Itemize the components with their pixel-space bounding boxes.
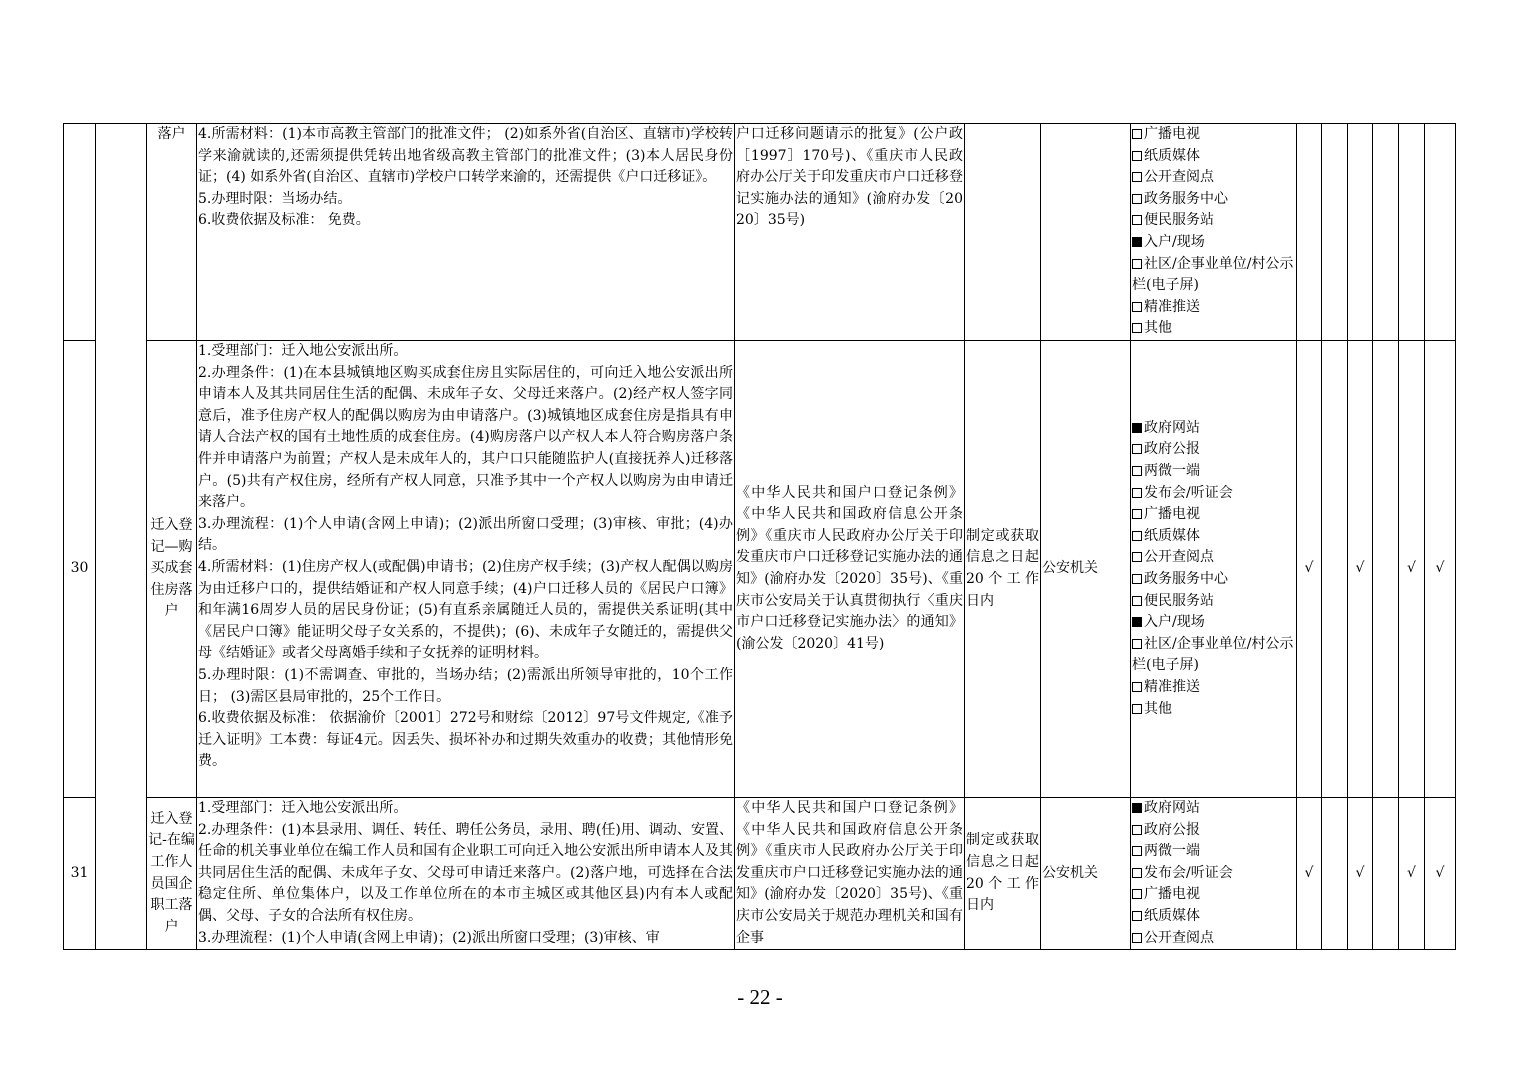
checked-box-icon xyxy=(1132,803,1142,813)
unchecked-box-icon xyxy=(1132,466,1142,476)
time-limit-cell: 制定或获取信息之日起20个工作日内 xyxy=(965,798,1041,950)
channel-label: 纸质媒体 xyxy=(1144,527,1200,544)
channel-option xyxy=(1132,863,1295,885)
channel-label: 其他 xyxy=(1144,320,1172,337)
unchecked-box-icon xyxy=(1132,552,1142,562)
channel-option xyxy=(1132,210,1295,232)
channel-option xyxy=(1132,504,1295,526)
subject-cell: 公安机关 xyxy=(1041,341,1131,798)
unchecked-box-icon xyxy=(1132,825,1142,835)
channel-option xyxy=(1132,820,1295,842)
checked-box-icon xyxy=(1132,617,1142,627)
channels-cell xyxy=(1131,124,1297,341)
channel-option xyxy=(1132,798,1295,820)
check-mark-cell xyxy=(1322,124,1348,341)
subject-cell: 公安机关 xyxy=(1041,798,1131,950)
unchecked-box-icon xyxy=(1132,868,1142,878)
channel-option xyxy=(1132,418,1295,440)
channel-label: 纸质媒体 xyxy=(1144,147,1200,164)
channel-option xyxy=(1132,526,1295,548)
unchecked-box-icon xyxy=(1132,172,1142,182)
content-cell xyxy=(197,124,735,341)
channel-label: 政务服务中心 xyxy=(1144,190,1228,207)
channel-label: 发布会/听证会 xyxy=(1144,484,1233,501)
channel-option xyxy=(1132,906,1295,928)
channel-label: 精准推送 xyxy=(1144,298,1200,315)
check-mark-cell xyxy=(1373,341,1399,798)
channel-label: 公开查阅点 xyxy=(1144,169,1214,186)
unchecked-box-icon xyxy=(1132,911,1142,921)
channel-label: 政府网站 xyxy=(1144,800,1200,816)
channel-option xyxy=(1132,189,1295,211)
unchecked-box-icon xyxy=(1132,531,1142,541)
channel-label: 精准推送 xyxy=(1144,678,1200,695)
unchecked-box-icon xyxy=(1132,889,1142,899)
page-number: - 22 - xyxy=(737,985,783,1009)
content-cell xyxy=(197,341,735,798)
unchecked-box-icon xyxy=(1132,509,1142,519)
channel-label: 政府公报 xyxy=(1144,821,1200,838)
channel-option xyxy=(1132,254,1295,297)
channel-option xyxy=(1132,591,1295,613)
row-number-cell: 31 xyxy=(64,798,96,950)
row-number-cell: 30 xyxy=(64,341,96,798)
content-cell xyxy=(197,798,735,950)
unchecked-box-icon xyxy=(1132,682,1142,692)
channel-option xyxy=(1132,677,1295,699)
channel-label: 便民服务站 xyxy=(1144,592,1214,609)
content-line: 1.受理部门：迁入地公安派出所。 xyxy=(198,800,408,816)
check-mark-cell: √ xyxy=(1399,341,1425,798)
unchecked-box-icon xyxy=(1132,194,1142,204)
channel-option xyxy=(1132,884,1295,906)
channel-option xyxy=(1132,124,1295,146)
basis-cell: 户口迁移问题请示的批复》(公户政［1997］170号)、《重庆市人民政府办公厅关于印发重庆市户口迁移登记实施办法的通知》(渝府办发〔2020〕35号) xyxy=(735,124,965,341)
channel-option xyxy=(1132,699,1295,721)
channel-option xyxy=(1132,297,1295,319)
channel-option xyxy=(1132,167,1295,189)
check-mark-cell xyxy=(1399,124,1425,341)
channel-label: 公开查阅点 xyxy=(1144,929,1214,946)
check-mark-cell xyxy=(1425,124,1456,341)
channel-label: 政务服务中心 xyxy=(1144,571,1228,587)
unchecked-box-icon xyxy=(1132,215,1142,225)
content-line: 2.办理条件：(1)在本县城镇地区购买成套住房且实际居住的，可向迁入地公安派出所申请本人及其共同居住生活的配偶、未成年子女、父母迁来落户。(2)经产权人签字同意后，准予住房产权人的配偶以购房为由申请落户。(3)城镇地区成套住房是指具有申请人合法产权的国有土地性质的成套住房。(4)购房落户以产权人本人符合购房落户条件并申请落户为前置；产权人是未成年人的，其户口只能随监护人(直接抚养人)迁移落户。(5)共有产权住房，经所有产权人同意，只准予其中一个产权人以购房为由申请迁来落户。 xyxy=(198,364,733,511)
content-line: 1.受理部门：迁入地公安派出所。 xyxy=(198,343,408,359)
content-line: 6.收费依据及标准： 依据渝价〔2001〕272号和财综〔2012〕97号文件规定,《准予迁入证明》工本费：每证4元。因丢失、损坏补办和过期失效重办的收费；其他情形免费。 xyxy=(198,710,733,770)
channel-label: 广播电视 xyxy=(1144,506,1200,523)
channel-option xyxy=(1132,547,1295,569)
channel-option xyxy=(1132,318,1295,340)
channel-option xyxy=(1132,461,1295,483)
basis-cell: 《中华人民共和国户口登记条例》《中华人民共和国政府信息公开条例》《重庆市人民政府办公厅关于印发重庆市户口迁移登记实施办法的通知》(渝府办发〔2020〕35号)、《重庆市公安局关于规范办理机关和国有企事 xyxy=(735,798,965,950)
content-line: 3.办理流程：(1)个人申请(含网上申请)；(2)派出所窗口受理；(3)审核、审 xyxy=(198,929,660,946)
unchecked-box-icon xyxy=(1132,444,1142,454)
channel-label: 广播电视 xyxy=(1144,126,1200,142)
check-mark-cell: √ xyxy=(1297,341,1322,798)
channel-label: 政府网站 xyxy=(1144,419,1200,436)
check-mark-cell xyxy=(1373,124,1399,341)
item-name-cell: 迁入登记—购买成套住房落户 xyxy=(147,341,197,798)
category-cell xyxy=(96,124,147,950)
disclosure-table xyxy=(63,123,1456,950)
channel-option xyxy=(1132,928,1295,950)
content-line: 3.办理流程：(1)个人申请(含网上申请)；(2)派出所窗口受理；(3)审核、审批；(4)办结。 xyxy=(198,515,733,554)
channel-option xyxy=(1132,146,1295,168)
channel-option xyxy=(1132,569,1295,591)
channels-cell xyxy=(1131,341,1297,798)
unchecked-box-icon xyxy=(1132,488,1142,498)
channel-label: 两微一端 xyxy=(1144,463,1200,480)
table-row xyxy=(64,341,1456,798)
subject-cell xyxy=(1041,124,1131,341)
unchecked-box-icon xyxy=(1132,639,1142,649)
check-mark-cell xyxy=(1348,124,1373,341)
channel-option xyxy=(1132,612,1295,634)
channel-option xyxy=(1132,232,1295,254)
channel-label: 纸质媒体 xyxy=(1144,907,1200,924)
channel-label: 政府公报 xyxy=(1144,441,1200,458)
unchecked-box-icon xyxy=(1132,129,1142,139)
channel-label: 两微一端 xyxy=(1144,843,1200,860)
check-mark-cell xyxy=(1297,124,1322,341)
channel-option xyxy=(1132,841,1295,863)
content-line: 4.所需材料：(1)住房产权人(或配偶)申请书；(2)住房产权手续；(3)产权人配偶以购房为由迁移户口的，提供结婚证和产权人同意手续；(4)户口迁移人员的《居民户口簿》和年满16周岁人员的居民身份证；(5)有直系亲属随迁人员的，需提供关系证明(其中《居民户口簿》能证明父母子女关系的，不提供)；(6)、未成年子女随迁的，需提供父母《结婚证》或者父母离婚手续和子女抚养的证明材料。 xyxy=(198,558,733,662)
check-mark-cell: √ xyxy=(1348,798,1373,950)
unchecked-box-icon xyxy=(1132,151,1142,161)
channels-cell xyxy=(1131,798,1297,950)
time-limit-cell xyxy=(965,124,1041,341)
check-mark-cell: √ xyxy=(1348,341,1373,798)
unchecked-box-icon xyxy=(1132,846,1142,856)
table-row xyxy=(64,124,1456,341)
check-mark-cell xyxy=(1322,798,1348,950)
content-line: 5.办理时限：(1)不需调查、审批的，当场办结；(2)需派出所领导审批的，10个工作日； (3)需区县局审批的，25个工作日。 xyxy=(198,666,733,705)
check-mark-cell: √ xyxy=(1297,798,1322,950)
unchecked-box-icon xyxy=(1132,596,1142,606)
check-mark-cell: √ xyxy=(1425,798,1456,950)
item-name-cell: 迁入登记-在编工作人员国企职工落户 xyxy=(147,798,197,950)
time-limit-cell: 制定或获取信息之日起20个工作日内 xyxy=(965,341,1041,798)
unchecked-box-icon xyxy=(1132,704,1142,714)
table-row xyxy=(64,798,1456,950)
row-number-cell xyxy=(64,124,96,341)
channel-label: 便民服务站 xyxy=(1144,212,1214,229)
table-body xyxy=(64,124,1456,950)
channel-label: 其他 xyxy=(1144,700,1172,717)
channel-label: 社区/企事业单位/村公示栏(电子屏) xyxy=(1132,255,1294,294)
channel-label: 广播电视 xyxy=(1144,886,1200,903)
content-line: 6.收费依据及标准： 免费。 xyxy=(198,212,370,229)
basis-cell: 《中华人民共和国户口登记条例》《中华人民共和国政府信息公开条例》《重庆市人民政府办公厅关于印发重庆市户口迁移登记实施办法的通知》(渝府办发〔2020〕35号)、《重庆市公安局关于认真贯彻执行〈重庆市户口迁移登记实施办法〉的通知》(渝公发〔2020〕41号) xyxy=(735,341,965,798)
check-mark-cell xyxy=(1373,798,1399,950)
unchecked-box-icon xyxy=(1132,259,1142,269)
channel-label: 公开查阅点 xyxy=(1144,549,1214,566)
content-line: 5.办理时限：当场办结。 xyxy=(198,190,352,207)
channel-label: 社区/企事业单位/村公示栏(电子屏) xyxy=(1132,635,1294,674)
checked-box-icon xyxy=(1132,237,1142,247)
unchecked-box-icon xyxy=(1132,574,1142,584)
channel-label: 入户/现场 xyxy=(1144,233,1205,250)
content-line: 4.所需材料：(1)本市高教主管部门的批准文件； (2)如系外省(自治区、直辖市)学校转学来渝就读的,还需须提供凭转出地省级高教主管部门的批准文件；(3)本人居民身份证；(4) 如系外省(自治区、直辖市)学校户口转学来渝的，还需提供《户口迁移证》。 xyxy=(198,126,733,186)
check-mark-cell: √ xyxy=(1399,798,1425,950)
unchecked-box-icon xyxy=(1132,302,1142,312)
check-mark-cell: √ xyxy=(1425,341,1456,798)
channel-label: 发布会/听证会 xyxy=(1144,864,1233,881)
channel-label: 入户/现场 xyxy=(1144,614,1205,631)
unchecked-box-icon xyxy=(1132,933,1142,943)
checked-box-icon xyxy=(1132,423,1142,433)
content-line: 2.办理条件：(1)本县录用、调任、转任、聘任公务员，录用、聘(任)用、调动、安置、任命的机关事业单位在编工作人员和国有企业职工可向迁入地公安派出所申请本人及其共同居住生活的配偶、未成年子女、父母可申请迁来落户。(2)落户地，可选择在合法稳定住所、单位集体户，以及工作单位所在的本市主城区或其他区县)内有本人或配偶、父母、子女的合法所有权住房。 xyxy=(198,821,733,924)
channel-option xyxy=(1132,439,1295,461)
channel-option xyxy=(1132,483,1295,505)
channel-option xyxy=(1132,634,1295,677)
unchecked-box-icon xyxy=(1132,323,1142,333)
item-name-cell: 落户 xyxy=(147,124,197,341)
check-mark-cell xyxy=(1322,341,1348,798)
